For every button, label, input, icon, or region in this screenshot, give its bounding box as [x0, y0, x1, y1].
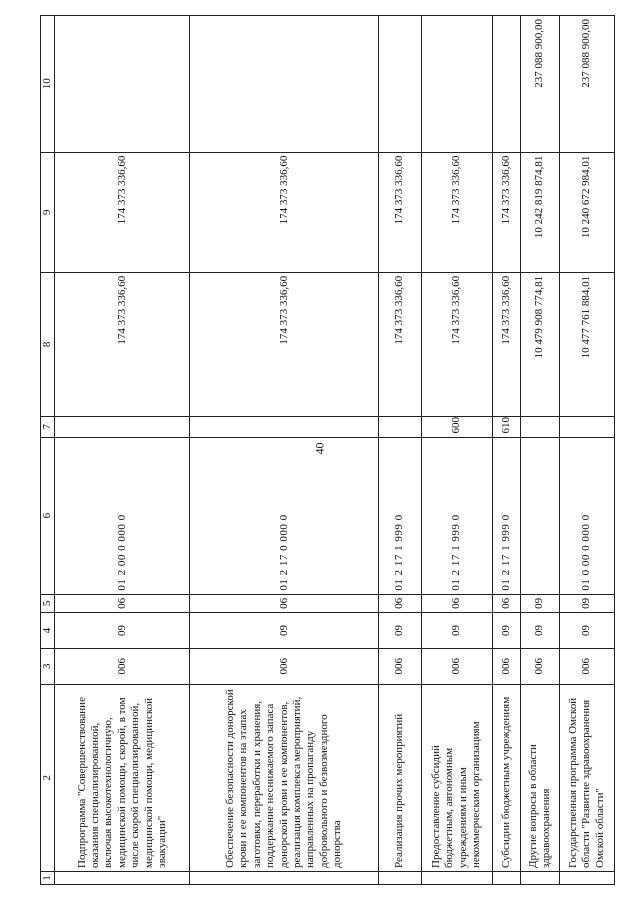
cell-section: 09: [560, 613, 615, 649]
cell-empty: [521, 872, 560, 885]
row-name: Обеспечение безопасности донорской крови и ее компонентов на этапах заготовки, переработки и хранения, поддержание неснижаемого запаса донорской крови и ее компонентов, реализация комплекса мероприятий, направленных на пропаганду добровольного и безвозмездного донорства: [190, 684, 379, 871]
cell-section: 09: [190, 613, 379, 649]
budget-table: [40, 15, 615, 885]
cell-own-funds: 10 240 672 984,01: [560, 152, 615, 272]
cell-section: 09: [421, 613, 492, 649]
cell-grbs: 006: [55, 648, 190, 684]
cell-federal-funds: 237 088 900,00: [560, 16, 615, 153]
table-row: [190, 16, 379, 885]
cell-total: 174 373 336,60: [379, 272, 421, 416]
cell-target-code: 01 2 17 1 999 0: [421, 437, 492, 594]
cell-federal-funds: [190, 16, 379, 153]
cell-empty: [560, 872, 615, 885]
cell-target-code: 01 2 17 0 000 0: [190, 437, 379, 594]
page-number: 40: [312, 442, 327, 455]
cell-own-funds: 174 373 336,60: [379, 152, 421, 272]
cell-own-funds: 174 373 336,60: [421, 152, 492, 272]
cell-subsection: 06: [421, 594, 492, 612]
cell-subsection: 06: [190, 594, 379, 612]
col-header-6: 6: [41, 437, 55, 594]
cell-grbs: 006: [379, 648, 421, 684]
table-row: [492, 16, 521, 885]
table-row: [560, 16, 615, 885]
cell-section: 09: [521, 613, 560, 649]
cell-grbs: 006: [421, 648, 492, 684]
table-row: [379, 16, 421, 885]
cell-own-funds: 174 373 336,60: [492, 152, 521, 272]
col-header-4: 4: [41, 613, 55, 649]
cell-expense-type: 600: [421, 416, 492, 437]
cell-target-code: [521, 437, 560, 594]
col-header-9: 9: [41, 152, 55, 272]
table-row: [521, 16, 560, 885]
cell-total: 10 479 908 774,81: [521, 272, 560, 416]
cell-empty: [492, 872, 521, 885]
col-header-7: 7: [41, 416, 55, 437]
cell-federal-funds: [379, 16, 421, 153]
cell-own-funds: 174 373 336,60: [190, 152, 379, 272]
row-name: Реализация прочих мероприятий: [379, 684, 421, 871]
cell-total: 174 373 336,60: [190, 272, 379, 416]
col-header-1: 1: [41, 872, 55, 885]
cell-expense-type: [190, 416, 379, 437]
cell-grbs: 006: [560, 648, 615, 684]
cell-federal-funds: 237 088 900,00: [521, 16, 560, 153]
cell-total: 174 373 336,60: [421, 272, 492, 416]
cell-total: 10 477 761 884,01: [560, 272, 615, 416]
header-row: [41, 16, 55, 885]
row-name: Государственная программа Омской области "Развитие здравоохранения Омской области": [560, 684, 615, 871]
cell-empty: [190, 872, 379, 885]
cell-expense-type: [379, 416, 421, 437]
row-name: Подпрограмма "Совершенствование оказания специализированной, включая высокотехнологичную, медицинской помощи, скорой, в том числе скорой специализированной, медицинской помощи, медицинской эвакуации": [55, 684, 190, 871]
cell-subsection: 06: [492, 594, 521, 612]
cell-total: 174 373 336,60: [492, 272, 521, 416]
cell-target-code: 01 2 00 0 000 0: [55, 437, 190, 594]
col-header-3: 3: [41, 648, 55, 684]
cell-grbs: 006: [190, 648, 379, 684]
cell-own-funds: 10 242 819 874,81: [521, 152, 560, 272]
row-name: Субсидии бюджетным учреждениям: [492, 684, 521, 871]
cell-subsection: 09: [560, 594, 615, 612]
cell-subsection: 06: [379, 594, 421, 612]
col-header-10: 10: [41, 16, 55, 153]
cell-expense-type: 610: [492, 416, 521, 437]
cell-empty: [55, 872, 190, 885]
cell-subsection: 09: [521, 594, 560, 612]
cell-federal-funds: [421, 16, 492, 153]
cell-section: 09: [492, 613, 521, 649]
table-row: [55, 16, 190, 885]
col-header-2: 2: [41, 684, 55, 871]
col-header-5: 5: [41, 594, 55, 612]
cell-grbs: 006: [521, 648, 560, 684]
cell-target-code: 01 0 00 0 000 0: [560, 437, 615, 594]
cell-section: 09: [55, 613, 190, 649]
cell-expense-type: [521, 416, 560, 437]
cell-subsection: 06: [55, 594, 190, 612]
cell-federal-funds: [55, 16, 190, 153]
cell-own-funds: 174 373 336,60: [55, 152, 190, 272]
cell-empty: [421, 872, 492, 885]
cell-expense-type: [560, 416, 615, 437]
cell-section: 09: [379, 613, 421, 649]
cell-empty: [379, 872, 421, 885]
cell-target-code: 01 2 17 1 999 0: [379, 437, 421, 594]
row-name: Предоставление субсидий бюджетным, автономным учреждениям и иным некоммерческим организациям: [421, 684, 492, 871]
cell-expense-type: [55, 416, 190, 437]
table-row: [421, 16, 492, 885]
cell-target-code: 01 2 17 1 999 0: [492, 437, 521, 594]
cell-federal-funds: [492, 16, 521, 153]
cell-total: 174 373 336,60: [55, 272, 190, 416]
row-name: Другие вопросы в области здравоохранения: [521, 684, 560, 871]
col-header-8: 8: [41, 272, 55, 416]
cell-grbs: 006: [492, 648, 521, 684]
